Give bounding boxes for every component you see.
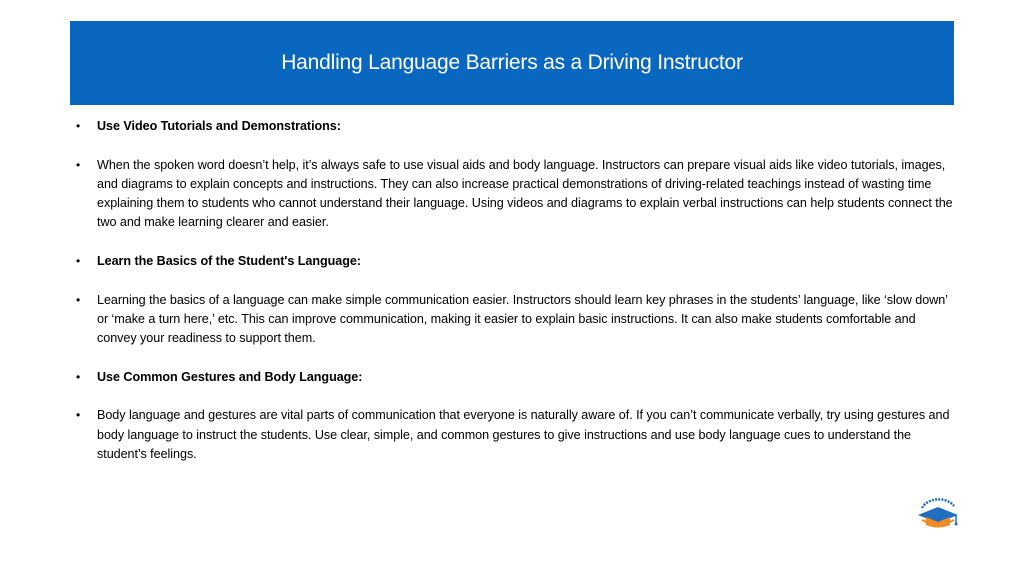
bullet-dot: • xyxy=(76,369,81,384)
bullet-item xyxy=(70,117,954,136)
bullet-item xyxy=(70,406,954,464)
bullet-item xyxy=(70,156,954,233)
bullet-dot: • xyxy=(76,157,81,172)
graduation-cap-logo-icon xyxy=(914,496,962,530)
slide-title: Handling Language Barriers as a Driving Instructor xyxy=(281,51,743,74)
bullet-paragraph: Learning the basics of a language can make simple communication easier. Instructors should learn key phrases in the students’ language, like ‘slow down’ or ‘make a turn here,’ etc. This can improve communication, making it easier to explain basic instructions. It can also make students comfortable and convey your readiness to support them. xyxy=(97,292,948,346)
title-bar xyxy=(70,21,954,105)
bullet-heading: Use Common Gestures and Body Language: xyxy=(97,369,363,384)
bullet-item xyxy=(70,368,954,387)
bullet-item xyxy=(70,291,954,349)
bullet-paragraph: When the spoken word doesn’t help, it’s always safe to use visual aids and body language. Instructors can prepare visual aids like video tutorials, images, and diagrams to explain concepts and instructions. They can also increase practical demonstrations of driving-related teachings instead of wasting time explaining them to students who cannot understand their language. Using videos and diagrams to explain verbal instructions can help students connect the two and make learning clearer and easier. xyxy=(97,157,953,230)
bullet-dot: • xyxy=(76,408,81,423)
slide-content xyxy=(70,117,954,464)
bullet-item xyxy=(70,252,954,271)
bullet-dot: • xyxy=(76,254,81,269)
bullet-heading: Use Video Tutorials and Demonstrations: xyxy=(97,119,341,133)
bullet-dot: • xyxy=(76,292,81,307)
bullet-dot: • xyxy=(76,119,81,133)
bullet-paragraph: Body language and gestures are vital parts of communication that everyone is naturally aware of. If you can’t communicate verbally, try using gestures and body language to instruct the students. Use clear, simple, and common gestures to give instructions and use body language cues to understand the student’s feelings. xyxy=(97,408,950,462)
bullet-heading: Learn the Basics of the Student's Language: xyxy=(97,254,361,269)
